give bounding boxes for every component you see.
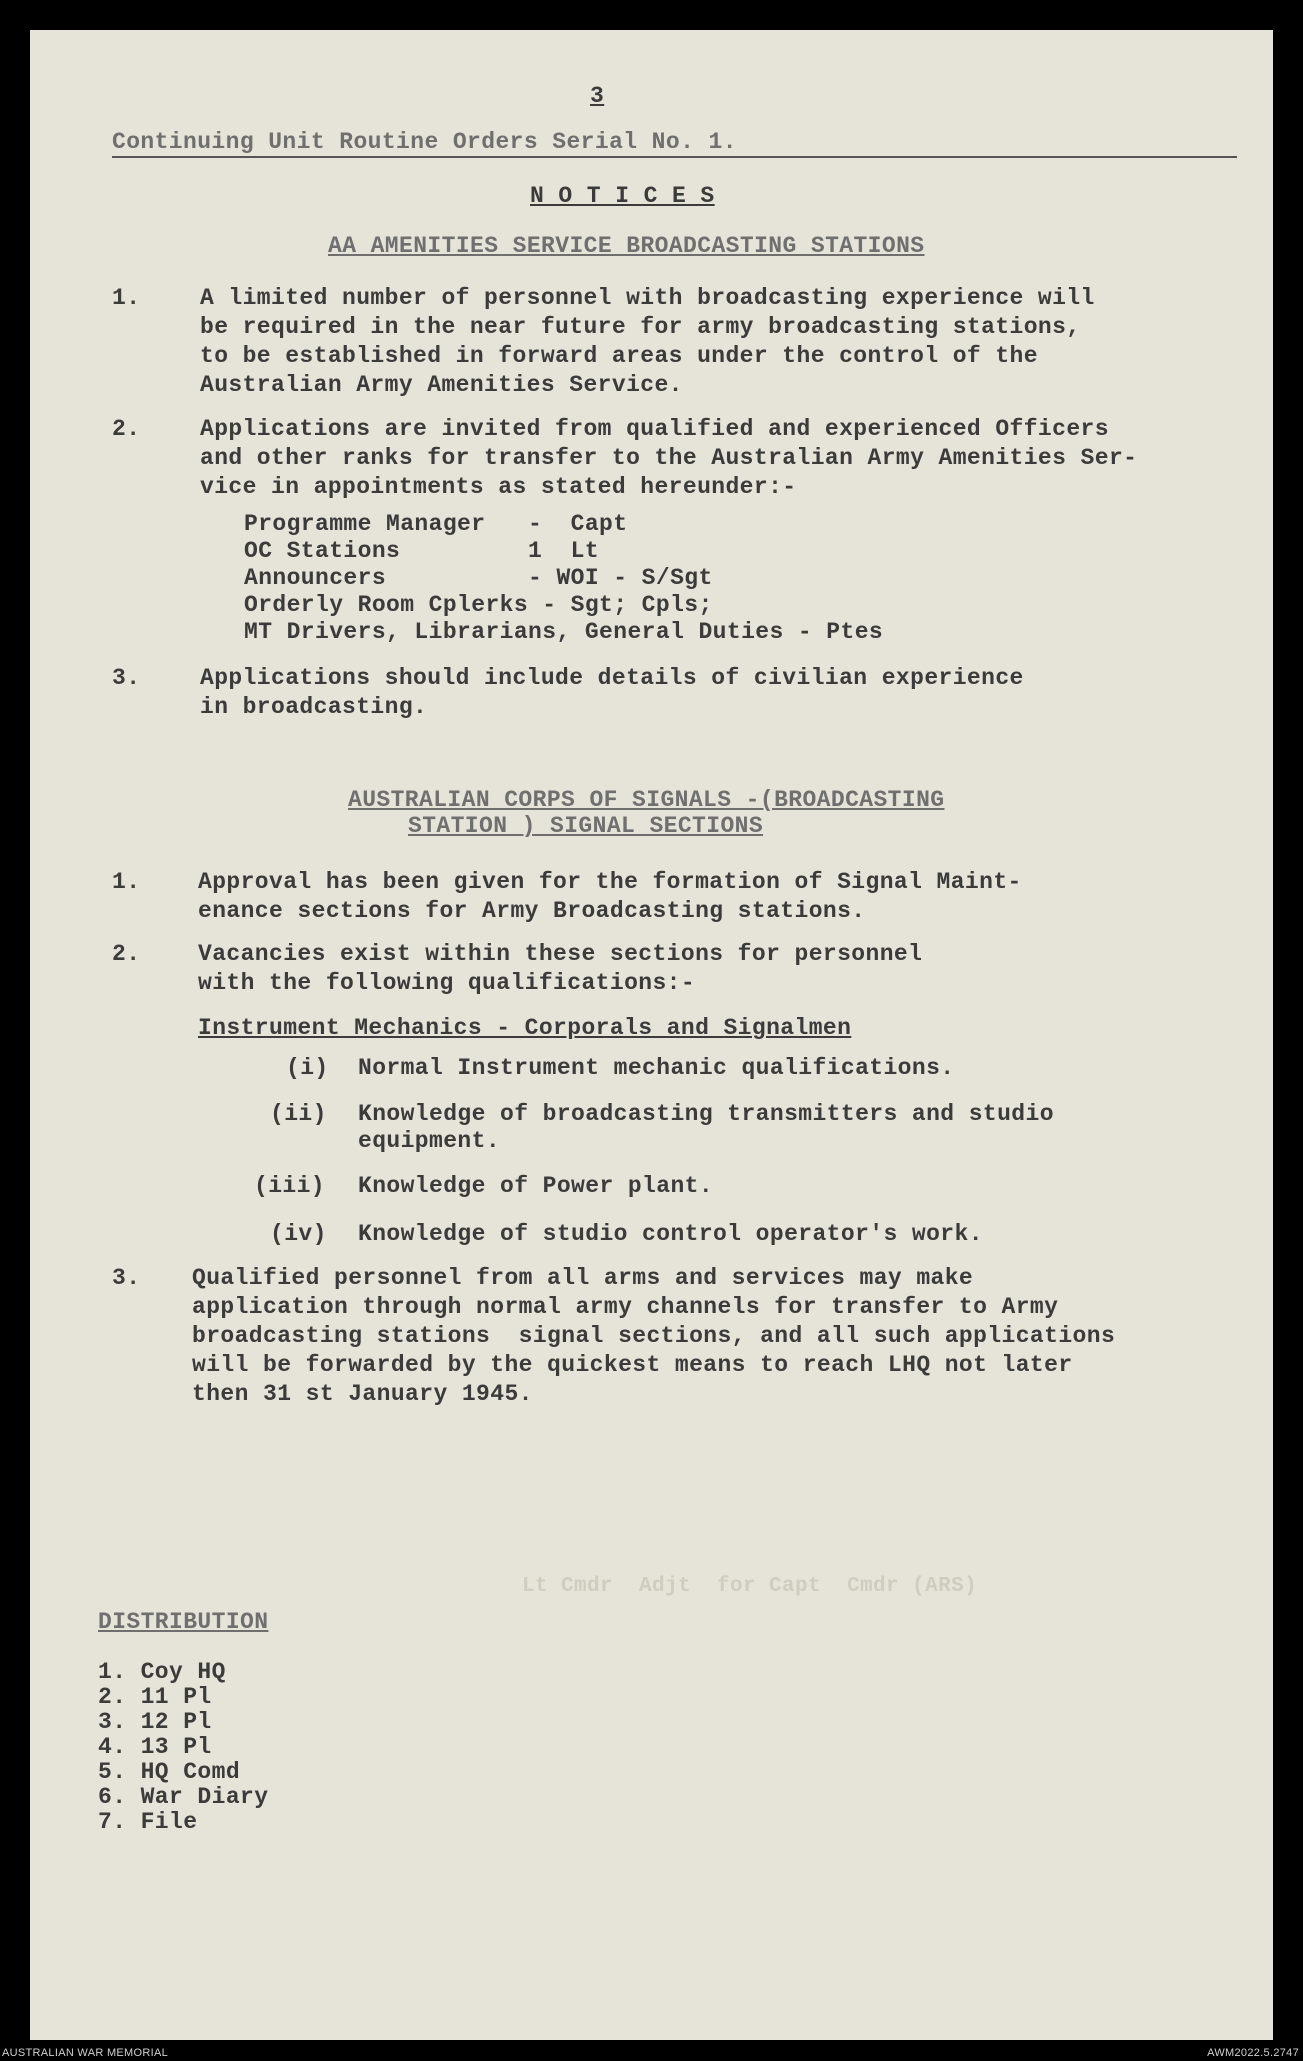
- s2-item3-line5: then 31 st January 1945.: [192, 1381, 533, 1407]
- s1-item3-number: 3.: [112, 665, 141, 691]
- qual-2-line2: equipment.: [358, 1128, 501, 1154]
- distribution-item-3: 3. 12 Pl: [98, 1709, 212, 1735]
- qual-3-number: (iii): [254, 1173, 326, 1199]
- appointment-2: OC Stations 1 Lt: [244, 538, 600, 564]
- document-page: [30, 30, 1273, 2040]
- s2-item3-number: 3.: [112, 1265, 141, 1291]
- qual-4-number: (iv): [270, 1221, 327, 1247]
- s2-item3-line1: Qualified personnel from all arms and services may make: [192, 1265, 974, 1291]
- qual-3-line1: Knowledge of Power plant.: [358, 1173, 714, 1199]
- signature-block: Lt Cmdr Adjt for Capt Cmdr (ARS): [522, 1575, 978, 1598]
- s1-item1-line2: be required in the near future for army broadcasting stations,: [200, 314, 1081, 340]
- section1-title: AA AMENITIES SERVICE BROADCASTING STATIONS: [328, 233, 925, 259]
- appointment-5: MT Drivers, Librarians, General Duties - Ptes: [244, 619, 884, 645]
- distribution-item-7: 7. File: [98, 1809, 198, 1835]
- s1-item1-line4: Australian Army Amenities Service.: [200, 372, 683, 398]
- qual-2-number: (ii): [270, 1101, 327, 1127]
- instrument-mechanics-heading: Instrument Mechanics - Corporals and Signalmen: [198, 1015, 852, 1041]
- s2-item3-line4: will be forwarded by the quickest means to reach LHQ not later: [192, 1352, 1073, 1378]
- s2-item1-line1: Approval has been given for the formation of Signal Maint-: [198, 869, 1022, 895]
- distribution-item-5: 5. HQ Comd: [98, 1759, 241, 1785]
- appointment-3: Announcers - WOI - S/Sgt: [244, 565, 713, 591]
- s2-item3-line3: broadcasting stations signal sections, and all such applications: [192, 1323, 1116, 1349]
- s1-item1-line3: to be established in forward areas under the control of the: [200, 343, 1038, 369]
- s2-item1-line2: enance sections for Army Broadcasting stations.: [198, 898, 866, 924]
- s1-item2-number: 2.: [112, 416, 141, 442]
- distribution-item-6: 6. War Diary: [98, 1784, 269, 1810]
- section2-title-line2: STATION ) SIGNAL SECTIONS: [408, 813, 764, 839]
- header-rule: [112, 156, 1237, 158]
- distribution-item-2: 2. 11 Pl: [98, 1684, 212, 1710]
- appointment-4: Orderly Room Cplerks - Sgt; Cpls;: [244, 592, 713, 618]
- section2-title-line1: AUSTRALIAN CORPS OF SIGNALS -(BROADCASTING: [348, 787, 945, 813]
- distribution-item-1: 1. Coy HQ: [98, 1659, 226, 1685]
- appointment-1: Programme Manager - Capt: [244, 511, 628, 537]
- s1-item1-line1: A limited number of personnel with broadcasting experience will: [200, 285, 1095, 311]
- document-header: Continuing Unit Routine Orders Serial No. 1.: [112, 129, 737, 155]
- s2-item1-number: 1.: [112, 869, 141, 895]
- footer-credit: AUSTRALIAN WAR MEMORIAL: [2, 2047, 169, 2059]
- s1-item3-line2: in broadcasting.: [200, 694, 428, 720]
- s2-item2-line1: Vacancies exist within these sections for personnel: [198, 941, 923, 967]
- s1-item1-number: 1.: [112, 285, 141, 311]
- s2-item2-line2: with the following qualifications:-: [198, 970, 696, 996]
- s1-item2-line3: vice in appointments as stated hereunder:-: [200, 474, 797, 500]
- notices-title: N O T I C E S: [530, 183, 715, 209]
- qual-1-number: (i): [286, 1055, 329, 1081]
- qual-4-line1: Knowledge of studio control operator's work.: [358, 1221, 983, 1247]
- s2-item3-line2: application through normal army channels for transfer to Army: [192, 1294, 1059, 1320]
- qual-1-line1: Normal Instrument mechanic qualifications.: [358, 1055, 955, 1081]
- page-number: 3: [590, 83, 605, 109]
- s1-item2-line1: Applications are invited from qualified and experienced Officers: [200, 416, 1109, 442]
- s1-item2-line2: and other ranks for transfer to the Australian Army Amenities Ser-: [200, 445, 1138, 471]
- distribution-title: DISTRIBUTION: [98, 1609, 269, 1635]
- s1-item3-line1: Applications should include details of civilian experience: [200, 665, 1024, 691]
- distribution-item-4: 4. 13 Pl: [98, 1734, 212, 1760]
- qual-2-line1: Knowledge of broadcasting transmitters and studio: [358, 1101, 1054, 1127]
- footer-accession-number: AWM2022.5.2747: [1207, 2047, 1299, 2059]
- s2-item2-number: 2.: [112, 941, 141, 967]
